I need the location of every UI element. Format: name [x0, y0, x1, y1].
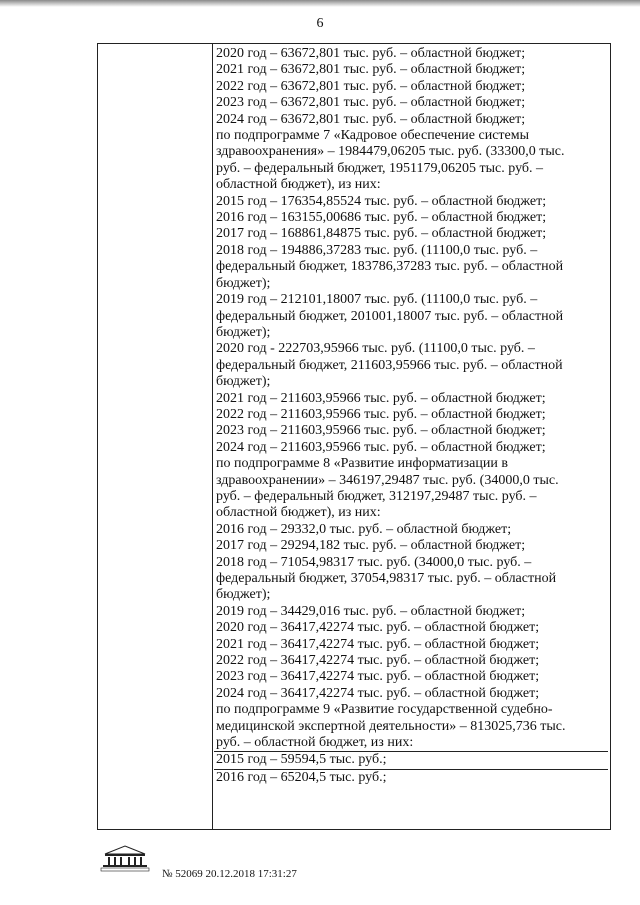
document-stamp	[162, 868, 297, 880]
text-line: 2021 год – 63672,801 тыс. руб. – областной бюджет;	[216, 62, 526, 78]
text-line: 2016 год – 163155,00686 тыс. руб. – областной бюджет;	[216, 210, 547, 226]
text-line: федеральный бюджет, 201001,18007 тыс. руб. – областной	[216, 308, 564, 324]
text-line: бюджет);	[216, 275, 271, 291]
text-line: 2020 год – 36417,42274 тыс. руб. – областной бюджет;	[216, 620, 540, 636]
text-line: руб. – федеральный бюджет, 1951179,06205 тыс. руб. –	[216, 160, 544, 176]
text-line: областной бюджет), из них:	[216, 177, 381, 193]
text-line: 2023 год – 63672,801 тыс. руб. – областной бюджет;	[216, 95, 526, 111]
text-line: 2022 год – 211603,95966 тыс. руб. – областной бюджет;	[216, 406, 546, 422]
text-line: здравоохранения» – 1984479,06205 тыс. руб. (33300,0 тыс.	[216, 144, 565, 160]
text-line: федеральный бюджет, 37054,98317 тыс. руб. – областной	[216, 571, 557, 586]
document-timestamp: 20.12.2018 17:31:27	[205, 868, 297, 880]
text-line: 2015 год – 59594,5 тыс. руб.;	[214, 752, 608, 769]
text-line: 2016 год – 65204,5 тыс. руб.;	[216, 769, 387, 785]
text-line: 2024 год – 36417,42274 тыс. руб. – областной бюджет;	[216, 685, 540, 701]
text-line: федеральный бюджет, 183786,37283 тыс. руб. – областной	[216, 259, 564, 275]
text-line: 2017 год – 168861,84875 тыс. руб. – областной бюджет;	[216, 226, 547, 242]
text-line: 2020 год - 222703,95966 тыс. руб. (11100,0 тыс. руб. –	[216, 341, 535, 357]
text-line: здравоохранении» – 346197,29487 тыс. руб. (34000,0 тыс.	[216, 472, 559, 488]
text-line: 2022 год – 36417,42274 тыс. руб. – областной бюджет;	[216, 653, 540, 669]
text-line: федеральный бюджет, 211603,95966 тыс. руб. – областной	[216, 357, 563, 373]
table-right-column	[214, 46, 608, 786]
text-line: 2021 год – 211603,95966 тыс. руб. – областной бюджет;	[216, 390, 546, 406]
text-line: 2022 год – 63672,801 тыс. руб. – областной бюджет;	[216, 78, 526, 94]
page-number: 6	[316, 16, 324, 31]
text-line: по подпрограмме 8 «Развитие информатизации в	[216, 456, 508, 472]
text-line: 2023 год – 211603,95966 тыс. руб. – областной бюджет;	[216, 423, 546, 439]
text-line: 2024 год – 211603,95966 тыс. руб. – областной бюджет;	[216, 439, 546, 455]
text-line: 2015 год – 176354,85524 тыс. руб. – областной бюджет;	[216, 193, 547, 209]
text-line: 2019 год – 34429,016 тыс. руб. – областной бюджет;	[216, 603, 526, 619]
text-line: 2020 год – 63672,801 тыс. руб. – областной бюджет;	[216, 46, 526, 61]
document-number: № 52069	[162, 868, 203, 880]
text-line: 2024 год – 63672,801 тыс. руб. – областной бюджет;	[216, 111, 526, 127]
text-line: по подпрограмме 7 «Кадровое обеспечение системы	[216, 128, 530, 144]
text-line: бюджет);	[216, 374, 271, 390]
text-line: 2017 год – 29294,182 тыс. руб. – областной бюджет;	[216, 538, 526, 554]
text-line: 2019 год – 212101,18007 тыс. руб. (11100,0 тыс. руб. –	[216, 292, 538, 308]
text-line: 2016 год – 29332,0 тыс. руб. – областной бюджет;	[216, 521, 512, 537]
text-line: руб. – областной бюджет, из них:	[214, 735, 608, 752]
text-line: 2018 год – 194886,37283 тыс. руб. (11100,0 тыс. руб. –	[216, 242, 538, 258]
text-line: бюджет);	[216, 324, 271, 340]
text-line: 2018 год – 71054,98317 тыс. руб. (34000,0 тыс. руб. –	[216, 554, 532, 570]
text-line: руб. – федеральный бюджет, 312197,29487 тыс. руб. –	[216, 488, 537, 504]
budget-table	[97, 43, 611, 830]
text-line: областной бюджет), из них:	[216, 505, 381, 521]
text-line: медицинской экспертной деятельности» – 813025,736 тыс.	[216, 718, 566, 734]
text-line: по подпрограмме 9 «Развитие государственной судебно-	[216, 702, 553, 718]
text-line: бюджет);	[216, 587, 271, 603]
scan-top-edge	[0, 0, 640, 7]
text-line: 2023 год – 36417,42274 тыс. руб. – областной бюджет;	[216, 669, 540, 685]
building-seal-icon	[97, 844, 153, 872]
text-line: 2021 год – 36417,42274 тыс. руб. – областной бюджет;	[216, 636, 540, 652]
table-left-column	[98, 44, 213, 829]
